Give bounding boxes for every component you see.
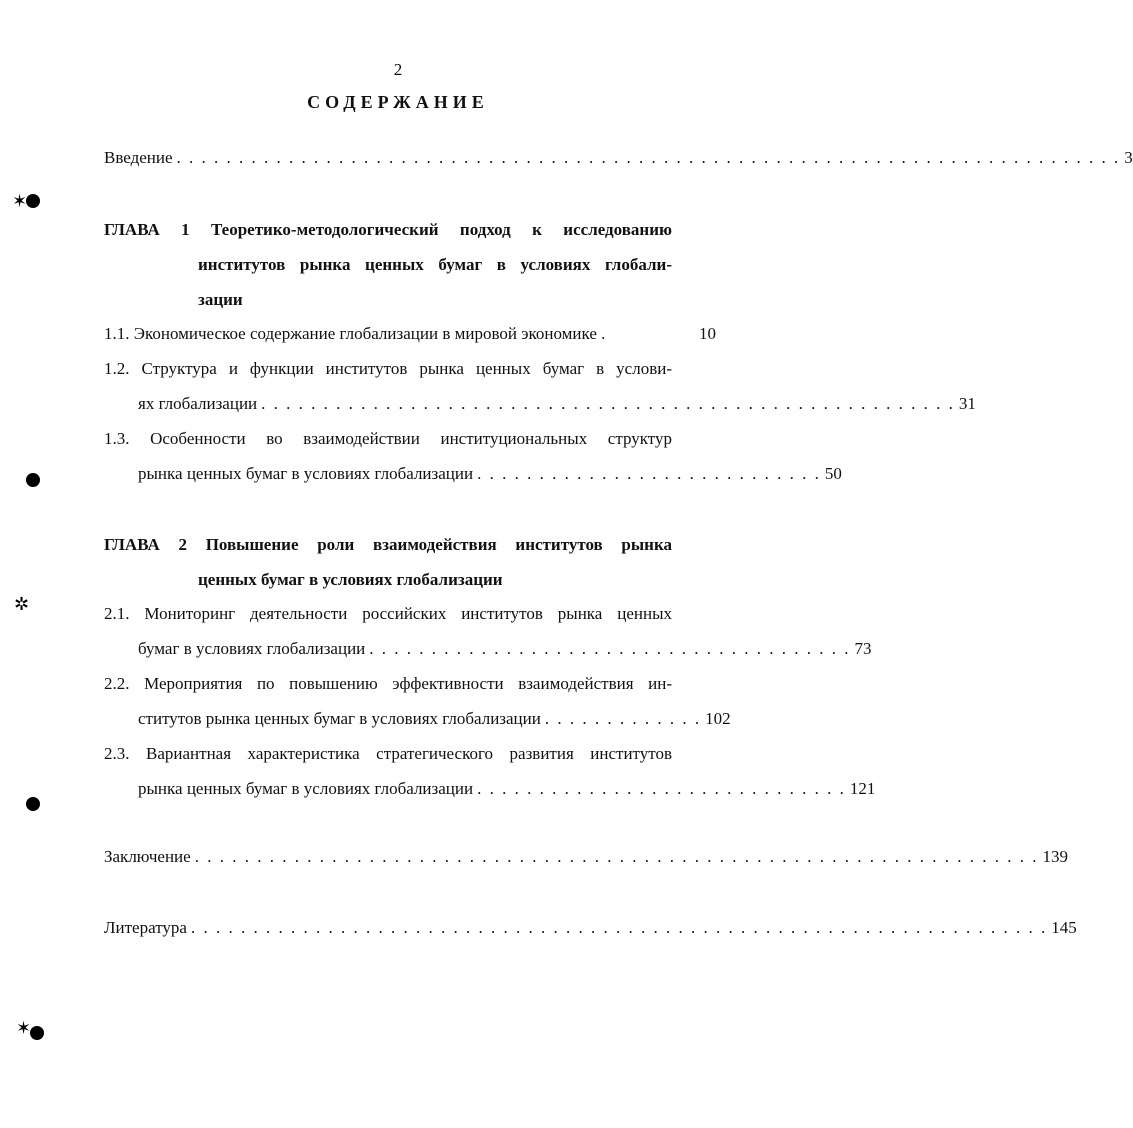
- toc-page-number: 145: [1051, 918, 1077, 937]
- toc-entry-label: Литература: [104, 918, 187, 937]
- leader-dots: . . . . . . . . . . . . . . . . . . . . . . . . . . . . . . . . . . . . . . . . . . . . . . . . . . . . . . . . . . . . . . . . . . . . .: [190, 918, 1048, 937]
- toc-entry-label: Введение: [104, 148, 173, 167]
- toc-entry-label: Заключение: [104, 847, 191, 866]
- toc-entry-1-2-line-1: 1.2. Структура и функции институтов рынка ценных бумаг в услови-: [104, 359, 672, 378]
- toc-entry-2-3: [138, 779, 876, 801]
- toc-entry-label: ях глобализации: [138, 394, 258, 413]
- scan-artifact-mark: ✲: [14, 594, 30, 614]
- scan-artifact-mark: ✶: [12, 191, 28, 211]
- toc-page-number: 50: [824, 464, 842, 483]
- leader-dots: . . . . . . . . . . . . .: [544, 709, 702, 728]
- toc-entry-1-3: [138, 464, 842, 486]
- chapter-1-heading-line-2: институтов рынка ценных бумаг в условиях глобали-: [198, 255, 672, 274]
- toc-entry-1-3-line-1: 1.3. Особенности во взаимодействии институциональных структур: [104, 429, 672, 448]
- leader-dots: . . . . . . . . . . . . . . . . . . . . . . . . . . . . . . . . . . . . . . .: [369, 639, 851, 658]
- toc-entry-conclusion: [104, 847, 1068, 869]
- toc-entry-1-1: [104, 324, 716, 346]
- toc-entry-label: рынка ценных бумаг в условиях глобализации: [138, 464, 474, 483]
- leader-dots: . . . . . . . . . . . . . . . . . . . . . . . . . . . . . . . . . . . . . . . . . . . . . . . . . . . . . . . .: [261, 394, 955, 413]
- binder-hole: [30, 1026, 44, 1040]
- toc-entry-literature: [104, 918, 1077, 940]
- page-number: 2: [393, 60, 403, 79]
- chapter-1-heading-line-1: ГЛАВА 1 Теоретико-методологический подход к исследованию: [104, 220, 672, 239]
- toc-page-number: 31: [958, 394, 976, 413]
- chapter-2-heading-line-2: ценных бумаг в условиях глобализации: [198, 570, 503, 589]
- toc-entry-label: бумаг в условиях глобализации: [138, 639, 366, 658]
- toc-entry-1-2: [138, 394, 976, 416]
- toc-page-number: 3: [1124, 148, 1133, 167]
- toc-page-number: 102: [705, 709, 731, 728]
- binder-hole: [26, 797, 40, 811]
- binder-hole: [26, 473, 40, 487]
- leader-dots: . . . . . . . . . . . . . . . . . . . . . . . . . . . . . . . . . . . . . . . . . . . . . . . . . . . . . . . . . . . . . . . . . . . .: [194, 847, 1039, 866]
- leader-dots: . . . . . . . . . . . . . . . . . . . . . . . . . . . .: [477, 464, 821, 483]
- toc-entry-label: ститутов рынка ценных бумаг в условиях глобализации: [138, 709, 541, 728]
- toc-entry-label: 1.1. Экономическое содержание глобализации в мировой экономике .: [104, 324, 606, 343]
- toc-page-number: 139: [1042, 847, 1068, 866]
- page-title: СОДЕРЖАНИЕ: [307, 92, 489, 112]
- toc-page-number: 10: [699, 324, 716, 343]
- toc-page-number: 121: [849, 779, 876, 798]
- toc-entry-2-3-line-1: 2.3. Вариантная характеристика стратегического развития институтов: [104, 744, 672, 763]
- toc-entry-introduction: [104, 148, 1133, 170]
- binder-hole: [26, 194, 40, 208]
- chapter-2-heading-line-1: ГЛАВА 2 Повышение роли взаимодействия институтов рынка: [104, 535, 672, 554]
- toc-entry-2-2: [138, 709, 731, 731]
- chapter-1-heading-line-3: зации: [198, 290, 243, 309]
- toc-entry-2-1-line-1: 2.1. Мониторинг деятельности российских институтов рынка ценных: [104, 604, 672, 623]
- toc-page-number: 73: [854, 639, 872, 658]
- leader-dots: . . . . . . . . . . . . . . . . . . . . . . . . . . . . . . . . . . . . . . . . . . . . . . . . . . . . . . . . . . . . . . . . . . . . . . . . . . . .: [176, 148, 1121, 167]
- leader-dots: . . . . . . . . . . . . . . . . . . . . . . . . . . . . . .: [477, 779, 846, 798]
- toc-entry-2-1: [138, 639, 872, 661]
- toc-entry-2-2-line-1: 2.2. Мероприятия по повышению эффективности взаимодействия ин-: [104, 674, 672, 693]
- scan-artifact-mark: ✶: [16, 1018, 32, 1038]
- toc-entry-label: рынка ценных бумаг в условиях глобализации: [138, 779, 474, 798]
